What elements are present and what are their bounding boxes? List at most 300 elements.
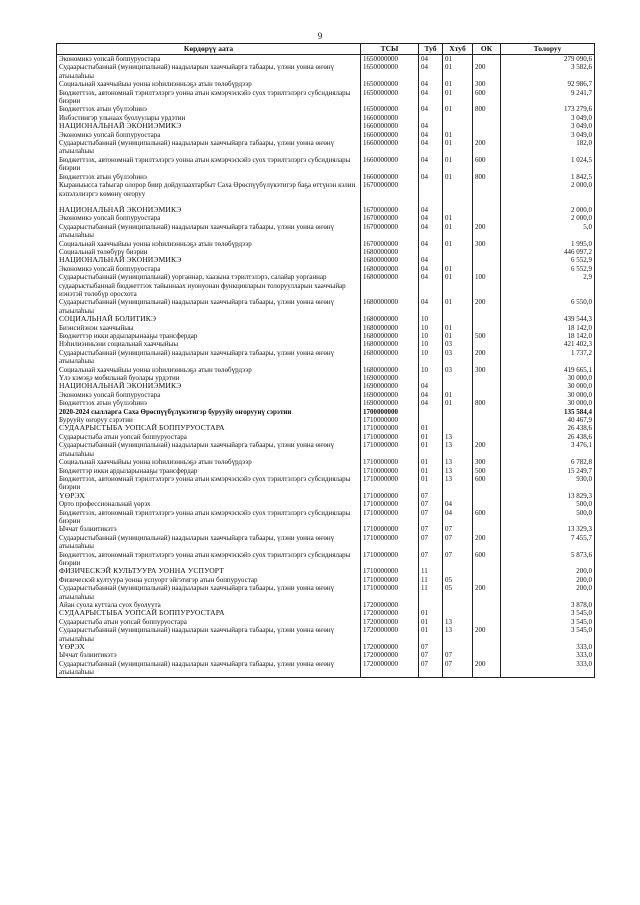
table-row	[57, 576, 595, 584]
cell-subsection: 01	[443, 55, 473, 64]
cell-code: 1720000000	[361, 660, 419, 677]
cell-section: 07	[419, 534, 443, 551]
table-row	[57, 467, 595, 475]
cell-section: 07	[419, 509, 443, 526]
cell-section: 10	[419, 349, 443, 366]
cell-name: Судаарыстыбаннай (муниципальнай) наадыларын хааччыйарга табаары, үлэни уонна өҥөнү атыылаһыы	[57, 534, 361, 551]
cell-subsection: 01	[443, 324, 473, 332]
cell-subsection: 01	[443, 131, 473, 139]
cell-name: НАЦИОНАЛЬНАЙ ЭКОНИЭМИКЭ	[57, 206, 361, 214]
table-row	[57, 55, 595, 64]
table-row	[57, 366, 595, 374]
table-row	[57, 525, 595, 533]
cell-section	[419, 248, 443, 256]
cell-amount: 2,9	[501, 273, 595, 298]
cell-name: Нэһилиэнньэни социальнай хааччыйыы	[57, 340, 361, 348]
table-row	[57, 223, 595, 240]
cell-code: 1710000000	[361, 433, 419, 441]
cell-expense-type: 200	[473, 441, 501, 458]
cell-expense-type: 200	[473, 626, 501, 643]
cell-subsection	[443, 181, 473, 198]
cell-section	[419, 114, 443, 122]
cell-amount: 3 476,1	[501, 441, 595, 458]
cell-name: Судаарыстыбаннай (муниципальнай) наадыларын хааччыйарга табаары, үлэни уонна өҥөнү атыылаһыы	[57, 584, 361, 601]
cell-name: СУДААРЫСТЫБА УОПСАЙ БОППУРУОСТАРА	[57, 424, 361, 432]
cell-name: НАЦИОНАЛЬНАЙ ЭКОНИЭМИКЭ	[57, 122, 361, 130]
cell-name: Судаарыстыба атын уопсай боппуруостара	[57, 618, 361, 626]
cell-subsection: 01	[443, 139, 473, 156]
cell-code: 1680000000	[361, 349, 419, 366]
cell-amount: 6 782,8	[501, 458, 595, 466]
cell-section: 10	[419, 340, 443, 348]
cell-code: 1710000000	[361, 567, 419, 575]
cell-expense-type: 500	[473, 467, 501, 475]
cell-code: 1710000000	[361, 475, 419, 492]
cell-expense-type: 200	[473, 349, 501, 366]
cell-subsection: 13	[443, 458, 473, 466]
cell-amount: 419 665,1	[501, 366, 595, 374]
cell-amount: 7 455,7	[501, 534, 595, 551]
cell-code: 1690000000	[361, 399, 419, 407]
cell-amount: 30 000,0	[501, 382, 595, 390]
cell-subsection: 01	[443, 156, 473, 173]
table-row	[57, 651, 595, 659]
cell-name: Бюджеттээх, автономнай тэрилтэлэргэ уонна атын кэмэрчэскэйэ суох тэрилтэлэргэ субсидиялары биэрии	[57, 89, 361, 106]
cell-code: 1710000000	[361, 584, 419, 601]
cell-code: 1650000000	[361, 80, 419, 88]
table-header-row	[57, 44, 595, 55]
cell-name: Экономикэ уопсай боппуруостара	[57, 131, 361, 139]
budget-table	[56, 43, 595, 678]
cell-section: 10	[419, 315, 443, 323]
cell-section: 10	[419, 332, 443, 340]
cell-section: 01	[419, 609, 443, 617]
table-row	[57, 139, 595, 156]
cell-subsection: 04	[443, 509, 473, 526]
cell-expense-type: 200	[473, 223, 501, 240]
cell-name: Социальнай хааччыйыы уонна нэһилиэнньэҕэ атын төлөбүрдээр	[57, 366, 361, 374]
cell-section: 04	[419, 139, 443, 156]
cell-amount: 18 142,0	[501, 332, 595, 340]
cell-code: 1650000000	[361, 89, 419, 106]
table-row	[57, 240, 595, 248]
cell-amount: 13 329,3	[501, 525, 595, 533]
cell-expense-type	[473, 525, 501, 533]
table-row	[57, 256, 595, 264]
table-row	[57, 424, 595, 432]
cell-amount: 500,0	[501, 509, 595, 526]
cell-expense-type: 100	[473, 273, 501, 298]
cell-name: ФИЗИЧЕСКЭЙ КУЛЬТУУРА УОННА УСПУОРТ	[57, 567, 361, 575]
cell-expense-type	[473, 601, 501, 609]
cell-name: Айан суола куттала суох буолуута	[57, 601, 361, 609]
cell-subsection: 13	[443, 467, 473, 475]
table-row	[57, 408, 595, 416]
cell-code: 1720000000	[361, 601, 419, 609]
table-row	[57, 214, 595, 222]
cell-amount: 200,0	[501, 576, 595, 584]
cell-code: 1720000000	[361, 643, 419, 651]
cell-section: 01	[419, 441, 443, 458]
table-row	[57, 534, 595, 551]
cell-name: Физическэй култуура уонна успуорт эйгэтигэр атын боппуруостар	[57, 576, 361, 584]
cell-expense-type: 300	[473, 366, 501, 374]
cell-code: 1680000000	[361, 315, 419, 323]
cell-section: 04	[419, 391, 443, 399]
cell-code: 1710000000	[361, 576, 419, 584]
cell-amount: 3 545,0	[501, 609, 595, 617]
table-row	[57, 643, 595, 651]
cell-section: 07	[419, 525, 443, 533]
cell-section	[419, 408, 443, 416]
cell-code: 1710000000	[361, 458, 419, 466]
table-row	[57, 315, 595, 323]
cell-expense-type	[473, 181, 501, 198]
cell-expense-type: 800	[473, 399, 501, 407]
cell-code: 1690000000	[361, 374, 419, 382]
cell-code: 1690000000	[361, 391, 419, 399]
cell-code: 1660000000	[361, 114, 419, 122]
cell-code: 1710000000	[361, 525, 419, 533]
cell-subsection	[443, 114, 473, 122]
cell-expense-type	[473, 248, 501, 256]
cell-expense-type	[473, 340, 501, 348]
cell-code: 1680000000	[361, 340, 419, 348]
cell-subsection	[443, 567, 473, 575]
cell-name: Судаарыстыбаннай (муниципальнай) наадыларын хааччыйарга табаары, үлэни уонна өҥөнү атыылаһыы	[57, 223, 361, 240]
cell-amount: 26 438,6	[501, 433, 595, 441]
cell-name: Социальнай хааччыйыы уонна нэһилиэнньэҕэ атын төлөбүрдээр	[57, 458, 361, 466]
table-row	[57, 206, 595, 214]
table-row	[57, 458, 595, 466]
header-code: ТСЫ	[361, 44, 419, 55]
cell-subsection: 07	[443, 660, 473, 677]
cell-name: Экономикэ уопсай боппуруостара	[57, 55, 361, 64]
cell-amount: 2 000,0	[501, 206, 595, 214]
cell-subsection: 01	[443, 223, 473, 240]
table-row	[57, 382, 595, 390]
cell-expense-type: 200	[473, 584, 501, 601]
cell-expense-type: 800	[473, 173, 501, 181]
cell-code: 1720000000	[361, 609, 419, 617]
cell-name: Судаарыстыбаннай (муниципальнай) наадыларын хааччыйарга табаары, үлэни уонна өҥөнү атыылаһыы	[57, 298, 361, 315]
header-section: Туб	[419, 44, 443, 55]
cell-amount: 3 582,6	[501, 63, 595, 80]
cell-amount: 5,0	[501, 223, 595, 240]
cell-subsection: 13	[443, 626, 473, 643]
cell-name: НАЦИОНАЛЬНАЙ ЭКОНИЭМИКЭ	[57, 256, 361, 264]
cell-subsection	[443, 492, 473, 500]
table-row	[57, 80, 595, 88]
cell-code: 1720000000	[361, 626, 419, 643]
cell-amount: 135 584,4	[501, 408, 595, 416]
cell-code: 1710000000	[361, 467, 419, 475]
cell-amount: 1 842,5	[501, 173, 595, 181]
cell-code: 1680000000	[361, 248, 419, 256]
table-row	[57, 433, 595, 441]
table-row	[57, 500, 595, 508]
cell-amount: 18 142,0	[501, 324, 595, 332]
table-row	[57, 618, 595, 626]
cell-subsection: 01	[443, 399, 473, 407]
cell-expense-type: 600	[473, 551, 501, 568]
cell-section: 01	[419, 467, 443, 475]
cell-section: 04	[419, 105, 443, 113]
cell-expense-type	[473, 424, 501, 432]
cell-amount: 1 024,5	[501, 156, 595, 173]
cell-expense-type	[473, 214, 501, 222]
table-row	[57, 131, 595, 139]
table-row	[57, 324, 595, 332]
cell-expense-type: 200	[473, 298, 501, 315]
cell-subsection	[443, 315, 473, 323]
cell-section: 10	[419, 366, 443, 374]
cell-expense-type	[473, 324, 501, 332]
cell-section: 07	[419, 492, 443, 500]
cell-name: Инбэстиигэр ульнаах буолуулары урдэтии	[57, 114, 361, 122]
cell-amount: 421 402,3	[501, 340, 595, 348]
cell-amount: 182,0	[501, 139, 595, 156]
cell-expense-type	[473, 382, 501, 390]
cell-amount: 6 552,9	[501, 265, 595, 273]
header-name: Көрдөрүү аата	[57, 44, 361, 55]
cell-section	[419, 181, 443, 198]
cell-expense-type: 600	[473, 475, 501, 492]
cell-section: 07	[419, 651, 443, 659]
cell-subsection	[443, 609, 473, 617]
cell-section	[419, 416, 443, 424]
page-number: 9	[317, 31, 323, 41]
cell-name: Экономикэ уопсай боппуруостара	[57, 391, 361, 399]
cell-code: 1680000000	[361, 256, 419, 264]
cell-expense-type	[473, 55, 501, 64]
cell-amount: 6 550,0	[501, 298, 595, 315]
cell-expense-type: 200	[473, 139, 501, 156]
cell-subsection: 13	[443, 618, 473, 626]
cell-expense-type	[473, 643, 501, 651]
cell-amount: 15 249,7	[501, 467, 595, 475]
cell-code	[361, 198, 419, 206]
cell-code: 1710000000	[361, 424, 419, 432]
cell-amount: 446 097,2	[501, 248, 595, 256]
cell-amount: 279 090,6	[501, 55, 595, 64]
cell-section	[419, 601, 443, 609]
cell-name: Бюджеттээх, автономнай тэрилтэлэргэ уонна атын кэмэрчэскэйэ суох тэрилтэлэргэ субсидиялары биэрии	[57, 551, 361, 568]
cell-name: ҮӨРЭХ	[57, 643, 361, 651]
cell-name: Биэнсийэнэн хааччыйыы	[57, 324, 361, 332]
cell-subsection	[443, 643, 473, 651]
cell-code: 1650000000	[361, 105, 419, 113]
cell-name: Бюджеттээх атын үбүлээһинэ	[57, 399, 361, 407]
cell-code: 1710000000	[361, 534, 419, 551]
cell-section: 07	[419, 500, 443, 508]
cell-expense-type	[473, 408, 501, 416]
cell-code: 1680000000	[361, 273, 419, 298]
cell-name: Ыччат бэлиитикэтэ	[57, 651, 361, 659]
cell-code: 1680000000	[361, 298, 419, 315]
cell-section	[419, 374, 443, 382]
cell-amount: 30 000,0	[501, 399, 595, 407]
cell-subsection: 07	[443, 651, 473, 659]
cell-name: НАЦИОНАЛЬНАЙ ЭКОНИЭМИКЭ	[57, 382, 361, 390]
cell-expense-type: 200	[473, 660, 501, 677]
cell-subsection	[443, 374, 473, 382]
cell-name: СУДААРЫСТЫБА УОПСАЙ БОППУРУОСТАРА	[57, 609, 361, 617]
cell-amount: 3 049,0	[501, 131, 595, 139]
cell-amount: 3 545,0	[501, 618, 595, 626]
cell-amount: 3 545,0	[501, 626, 595, 643]
table-row	[57, 105, 595, 113]
cell-name: Кыраныысса таһыгар олорор бииp дойдулаахтарбыт Саха Өрөспүүбүлүкэтигэр баҕа өттүнэн кэлии кэпэлэлиэргэ көмөнү оҥоруу	[57, 181, 361, 198]
cell-expense-type: 800	[473, 105, 501, 113]
cell-code: 1670000000	[361, 181, 419, 198]
cell-subsection: 01	[443, 240, 473, 248]
cell-name: Орто профессиональнай үөрэх	[57, 500, 361, 508]
cell-code: 1670000000	[361, 206, 419, 214]
cell-section: 11	[419, 584, 443, 601]
cell-subsection: 03	[443, 366, 473, 374]
cell-section: 04	[419, 298, 443, 315]
cell-code: 1720000000	[361, 651, 419, 659]
cell-section: 04	[419, 89, 443, 106]
table-row	[57, 156, 595, 173]
cell-section: 04	[419, 240, 443, 248]
cell-name: Социальнай хааччыйыы уонна нэһилиэнньэҕэ атын төлөбүрдээр	[57, 240, 361, 248]
cell-subsection: 01	[443, 298, 473, 315]
cell-code: 1710000000	[361, 551, 419, 568]
cell-section: 04	[419, 223, 443, 240]
cell-amount	[501, 198, 595, 206]
table-row	[57, 273, 595, 298]
cell-amount: 500,0	[501, 500, 595, 508]
cell-section: 04	[419, 273, 443, 298]
cell-amount: 6 552,9	[501, 256, 595, 264]
cell-amount: 333,0	[501, 660, 595, 677]
table-row	[57, 660, 595, 677]
cell-code: 1680000000	[361, 265, 419, 273]
cell-name: Экономикэ уопсай боппуруостара	[57, 214, 361, 222]
cell-code: 1670000000	[361, 240, 419, 248]
cell-subsection: 04	[443, 500, 473, 508]
cell-amount: 439 544,3	[501, 315, 595, 323]
cell-section: 04	[419, 399, 443, 407]
cell-section: 07	[419, 551, 443, 568]
header-expense-type: ОК	[473, 44, 501, 55]
cell-section: 01	[419, 626, 443, 643]
cell-amount: 5 873,6	[501, 551, 595, 568]
cell-amount: 2 000,0	[501, 214, 595, 222]
cell-section: 01	[419, 424, 443, 432]
cell-section: 01	[419, 618, 443, 626]
cell-subsection: 13	[443, 441, 473, 458]
cell-expense-type	[473, 500, 501, 508]
cell-amount: 3 049,0	[501, 122, 595, 130]
cell-name: Судаарыстыбаннай (муниципальнай) наадыларын хааччыйарга табаары, үлэни уонна өҥөнү атыылаһыы	[57, 349, 361, 366]
cell-expense-type	[473, 416, 501, 424]
cell-section: 07	[419, 660, 443, 677]
cell-section: 01	[419, 458, 443, 466]
cell-expense-type	[473, 609, 501, 617]
cell-subsection: 13	[443, 433, 473, 441]
cell-amount: 13 829,3	[501, 492, 595, 500]
cell-section: 04	[419, 156, 443, 173]
cell-code: 1710000000	[361, 416, 419, 424]
cell-code: 1650000000	[361, 55, 419, 64]
cell-code: 1710000000	[361, 509, 419, 526]
table-row	[57, 551, 595, 568]
cell-name: СОЦИАЛЬНАЙ БОЛИТИКЭ	[57, 315, 361, 323]
table-row	[57, 349, 595, 366]
cell-expense-type: 500	[473, 332, 501, 340]
cell-section: 07	[419, 643, 443, 651]
cell-name: Бюджеттэр икки ардыларынааҕы трансфердар	[57, 467, 361, 475]
cell-code: 1680000000	[361, 324, 419, 332]
cell-expense-type: 600	[473, 509, 501, 526]
cell-amount: 930,0	[501, 475, 595, 492]
cell-subsection: 07	[443, 525, 473, 533]
table-row	[57, 584, 595, 601]
cell-code: 1710000000	[361, 492, 419, 500]
cell-amount: 3 049,0	[501, 114, 595, 122]
cell-code: 1710000000	[361, 500, 419, 508]
table-row	[57, 173, 595, 181]
cell-section: 04	[419, 122, 443, 130]
cell-subsection	[443, 382, 473, 390]
table-row	[57, 626, 595, 643]
cell-section: 01	[419, 475, 443, 492]
cell-name: Судаарыстыбаннай (муниципальнай) наадыларын хааччыйарга табаары, үлэни уонна өҥөнү атыылаһыы	[57, 139, 361, 156]
cell-name: Ыччат бэлиитикэтэ	[57, 525, 361, 533]
table-row	[57, 609, 595, 617]
cell-expense-type	[473, 492, 501, 500]
cell-expense-type: 600	[473, 156, 501, 173]
cell-subsection: 07	[443, 534, 473, 551]
cell-expense-type	[473, 315, 501, 323]
cell-subsection: 01	[443, 80, 473, 88]
cell-subsection	[443, 408, 473, 416]
table-row	[57, 492, 595, 500]
cell-subsection: 01	[443, 265, 473, 273]
cell-name: Үлэ кэмэҕэ мобильнай буолары урдэтии	[57, 374, 361, 382]
cell-code: 1660000000	[361, 139, 419, 156]
cell-subsection: 01	[443, 63, 473, 80]
cell-subsection: 01	[443, 332, 473, 340]
cell-amount: 40 467,9	[501, 416, 595, 424]
cell-name: Бюджеттээх атын үбүлээһинэ	[57, 173, 361, 181]
cell-name: Судаарыстыбаннай (муниципальнай) наадыларын хааччыйарга табаары, үлэни уонна өҥөнү атыылаһыы	[57, 660, 361, 677]
cell-section: 11	[419, 576, 443, 584]
cell-code: 1670000000	[361, 214, 419, 222]
cell-expense-type: 300	[473, 458, 501, 466]
table-row	[57, 265, 595, 273]
cell-name: Судаарыстыбаннай (муниципальнай) уорганнар, хаазына тэрилтэлэрэ, салайар уорганнар судаарыстыбаннай бюджеттээх тайыннаах иуонуонан функцияларын толоруулларын хааччыйар иэнэтэй төлөбүр оросхота	[57, 273, 361, 298]
table-row	[57, 122, 595, 130]
cell-name: Бюджеттээх, автономнай тэрилтэлэргэ уонна атын кэмэрчэскэйэ суох тэрилтэлэргэ субсидиялары биэрии	[57, 509, 361, 526]
cell-subsection	[443, 206, 473, 214]
cell-code: 1660000000	[361, 122, 419, 130]
cell-section: 04	[419, 256, 443, 264]
cell-name: Социальнай төлөбүрү биэрии	[57, 248, 361, 256]
table-row	[57, 567, 595, 575]
cell-expense-type	[473, 131, 501, 139]
cell-expense-type	[473, 567, 501, 575]
cell-expense-type	[473, 206, 501, 214]
cell-subsection	[443, 416, 473, 424]
cell-name: Судаарыстыбаннай (муниципальнай) наадыларын хааччыйарга табаары, үлэни уонна өҥөнү атыылаһыы	[57, 626, 361, 643]
cell-section: 04	[419, 55, 443, 64]
table-row	[57, 298, 595, 315]
cell-section: 04	[419, 214, 443, 222]
